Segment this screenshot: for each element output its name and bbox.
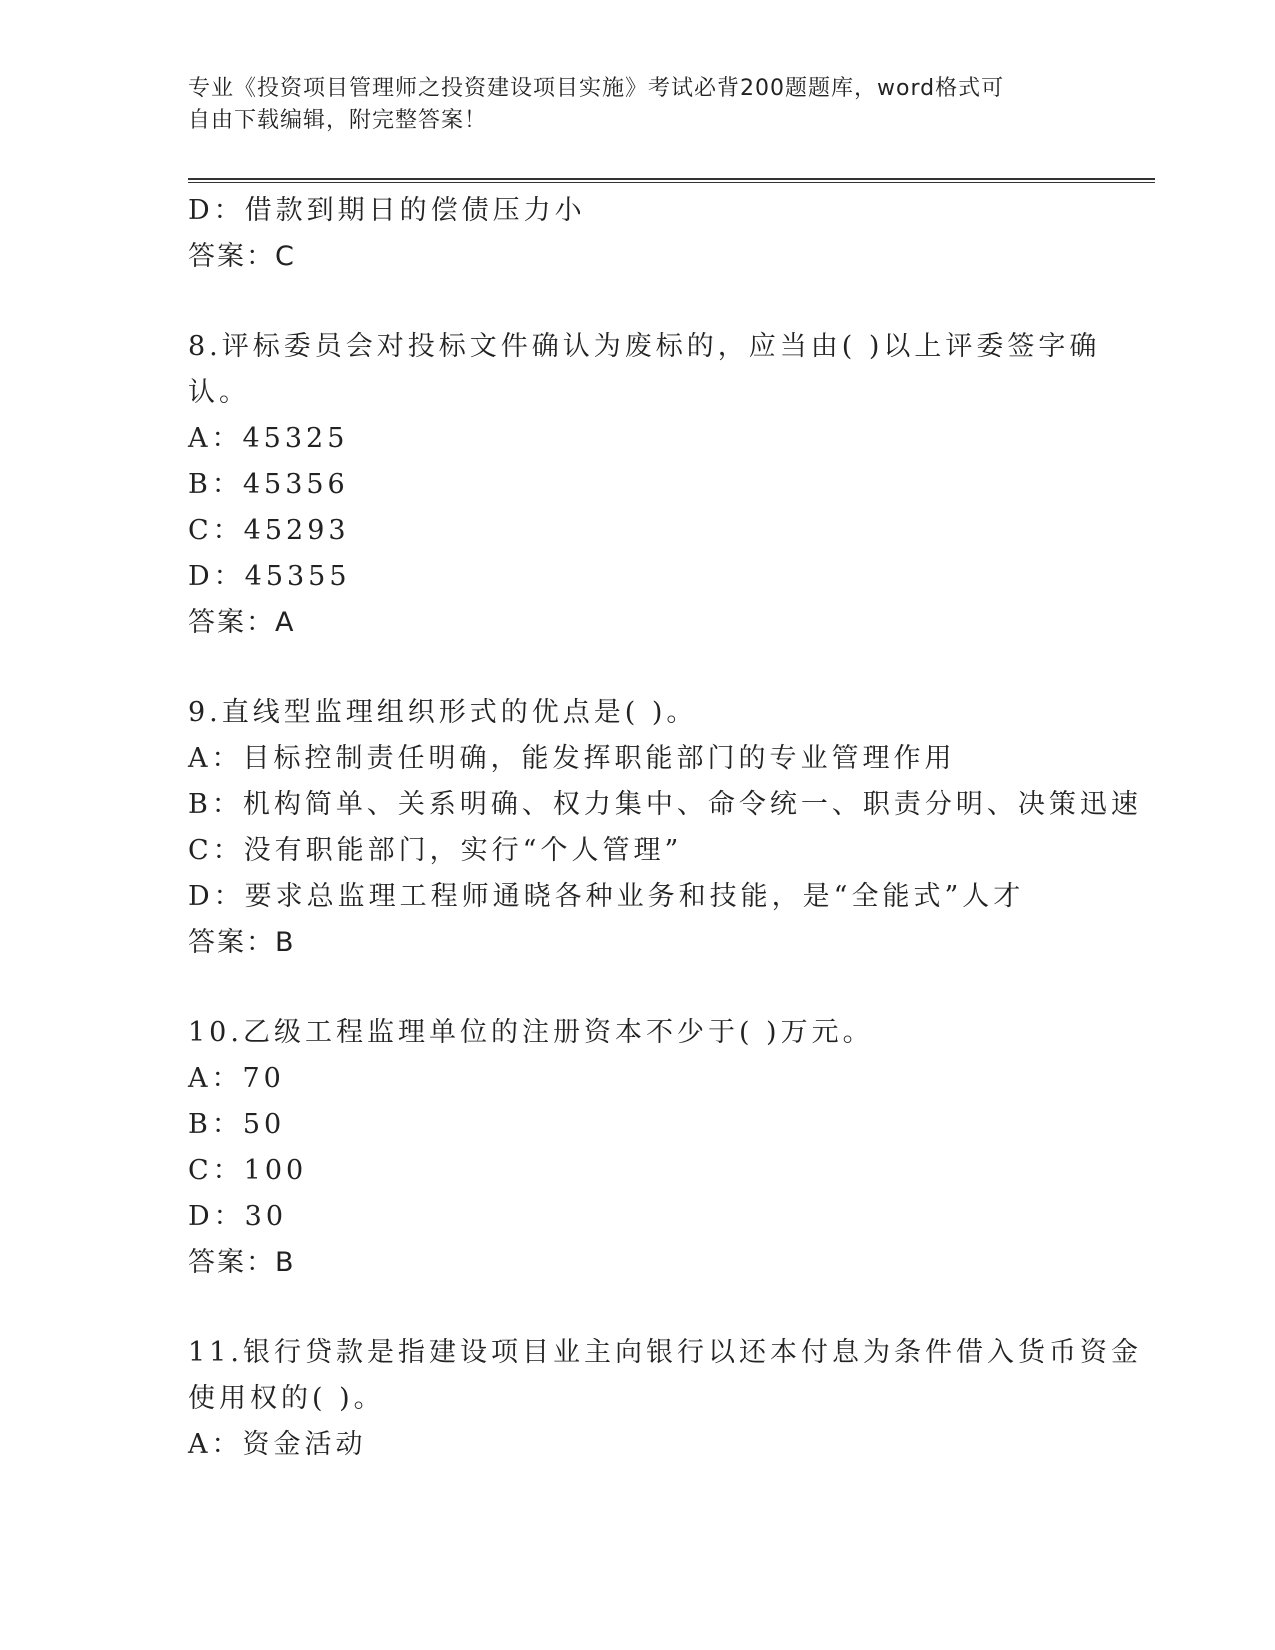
- spacer: [188, 966, 1088, 1010]
- q8-stem-line-2: 认。: [188, 377, 250, 408]
- q10-option-a: A：70: [188, 1063, 285, 1094]
- q7-option-d: D：借款到期日的偿债压力小: [188, 195, 586, 226]
- q9-stem-line-1: 9.直线型监理组织形式的优点是( )。: [188, 697, 698, 728]
- q8-option-c: C：45293: [188, 515, 350, 546]
- q10-option-c: C：100: [188, 1155, 308, 1186]
- question-content: [188, 188, 1142, 1468]
- q9-option-a: A：目标控制责任明确，能发挥职能部门的专业管理作用: [188, 743, 956, 774]
- q8-option-b: B：45356: [188, 469, 349, 500]
- q9-option-d: D：要求总监理工程师通晓各种业务和技能，是“全能式”人才: [188, 881, 1025, 912]
- q10-answer: 答案：B: [188, 1247, 296, 1278]
- spacer: [188, 646, 1088, 690]
- q8-stem-line-1: 8.评标委员会对投标文件确认为废标的，应当由( )以上评委签字确: [188, 331, 1101, 362]
- q11-option-a: A：资金活动: [188, 1429, 367, 1460]
- q10-option-d: D：30: [188, 1201, 288, 1232]
- q9-option-b: B：机构简单、关系明确、权力集中、命令统一、职责分明、决策迅速: [188, 789, 1142, 820]
- q10-option-b: B：50: [188, 1109, 286, 1140]
- q8-option-d: D：45355: [188, 561, 351, 592]
- spacer: [188, 280, 1088, 324]
- header-line-1: 专业《投资项目管理师之投资建设项目实施》考试必背200题题库，word格式可: [188, 76, 1005, 101]
- q8-answer: 答案：A: [188, 607, 296, 638]
- q8-option-a: A：45325: [188, 423, 349, 454]
- q9-answer: 答案：B: [188, 927, 296, 958]
- spacer: [188, 1286, 1088, 1330]
- q7-answer: 答案：C: [188, 241, 296, 272]
- q11-stem-line-1: 11.银行贷款是指建设项目业主向银行以还本付息为条件借入货币资金: [188, 1337, 1142, 1368]
- q9-option-c: C：没有职能部门，实行“个人管理”: [188, 835, 683, 866]
- page-header: [188, 73, 1088, 137]
- q11-stem-line-2: 使用权的( )。: [188, 1383, 385, 1414]
- header-divider: [188, 178, 1155, 183]
- q10-stem-line-1: 10.乙级工程监理单位的注册资本不少于( )万元。: [188, 1017, 874, 1048]
- header-line-2: 自由下载编辑，附完整答案！: [188, 108, 488, 133]
